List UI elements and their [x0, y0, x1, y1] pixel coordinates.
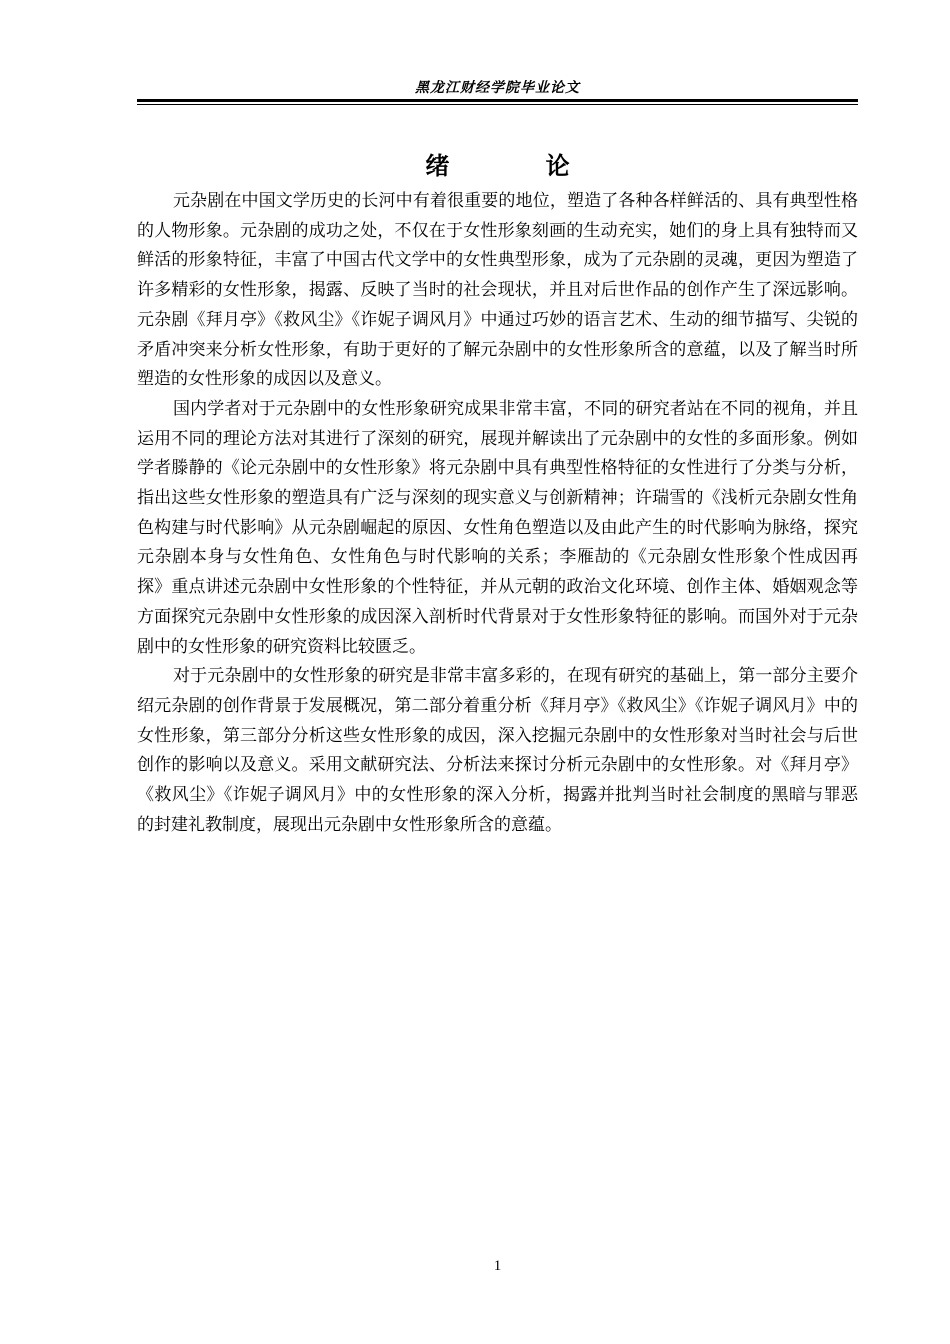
paragraph-3: 对于元杂剧中的女性形象的研究是非常丰富多彩的，在现有研究的基础上，第一部分主要介绍元杂剧的创作背景于发展概况，第二部分着重分析《拜月亭》《救风尘》《诈妮子调风月》中的女性形象，第三部分分析这些女性形象的成因，深入挖掘元杂剧中的女性形象对当时社会与后世创作的影响以及意义。采用文献研究法、分析法来探讨分析元杂剧中的女性形象。对《拜月亭》《救风尘》《诈妮子调风月》中的女性形象的深入分析，揭露并批判当时社会制度的黑暗与罪恶的封建礼教制度，展现出元杂剧中女性形象所含的意蕴。 [137, 666, 858, 835]
paragraph-1: 元杂剧在中国文学历史的长河中有着很重要的地位，塑造了各种各样鲜活的、具有典型性格的人物形象。元杂剧的成功之处，不仅在于女性形象刻画的生动充实，她们的身上具有独特而又鲜活的形象特征，丰富了中国古代文学中的女性典型形象，成为了元杂剧的灵魂，更因为塑造了许多精彩的女性形象，揭露、反映了当时的社会现状，并且对后世作品的创作产生了深远影响。元杂剧《拜月亭》《救风尘》《诈妮子调风月》中通过巧妙的语言艺术、生动的细节描写、尖锐的矛盾冲突来分析女性形象，有助于更好的了解元杂剧中的女性形象所含的意蕴，以及了解当时所塑造的女性形象的成因以及意义。 [137, 191, 858, 390]
body-text [137, 187, 858, 840]
paragraph-2: 国内学者对于元杂剧中的女性形象研究成果非常丰富，不同的研究者站在不同的视角，并且运用不同的理论方法对其进行了深刻的研究，展现并解读出了元杂剧中的女性的多面形象。例如学者滕静的《论元杂剧中的女性形象》将元杂剧中具有典型性格特征的女性进行了分类与分析，指出这些女性形象的塑造具有广泛与深刻的现实意义与创新精神；许瑞雪的《浅析元杂剧女性角色构建与时代影响》从元杂剧崛起的原因、女性角色塑造以及由此产生的时代影响为脉络，探究元杂剧本身与女性角色、女性角色与时代影响的关系；李雁劼的《元杂剧女性形象个性成因再探》重点讲述元杂剧中女性形象的个性特征，并从元朝的政治文化环境、创作主体、婚姻观念等方面探究元杂剧中女性形象的成因深入剖析时代背景对于女性形象特征的影响。而国外对于元杂剧中的女性形象的研究资料比较匮乏。 [137, 398, 858, 657]
header-rule [137, 99, 858, 105]
page-title: 绪 论 [425, 152, 614, 181]
running-header: 黑龙江财经学院毕业论文 [415, 80, 580, 96]
page-number: 1 [493, 1258, 502, 1274]
